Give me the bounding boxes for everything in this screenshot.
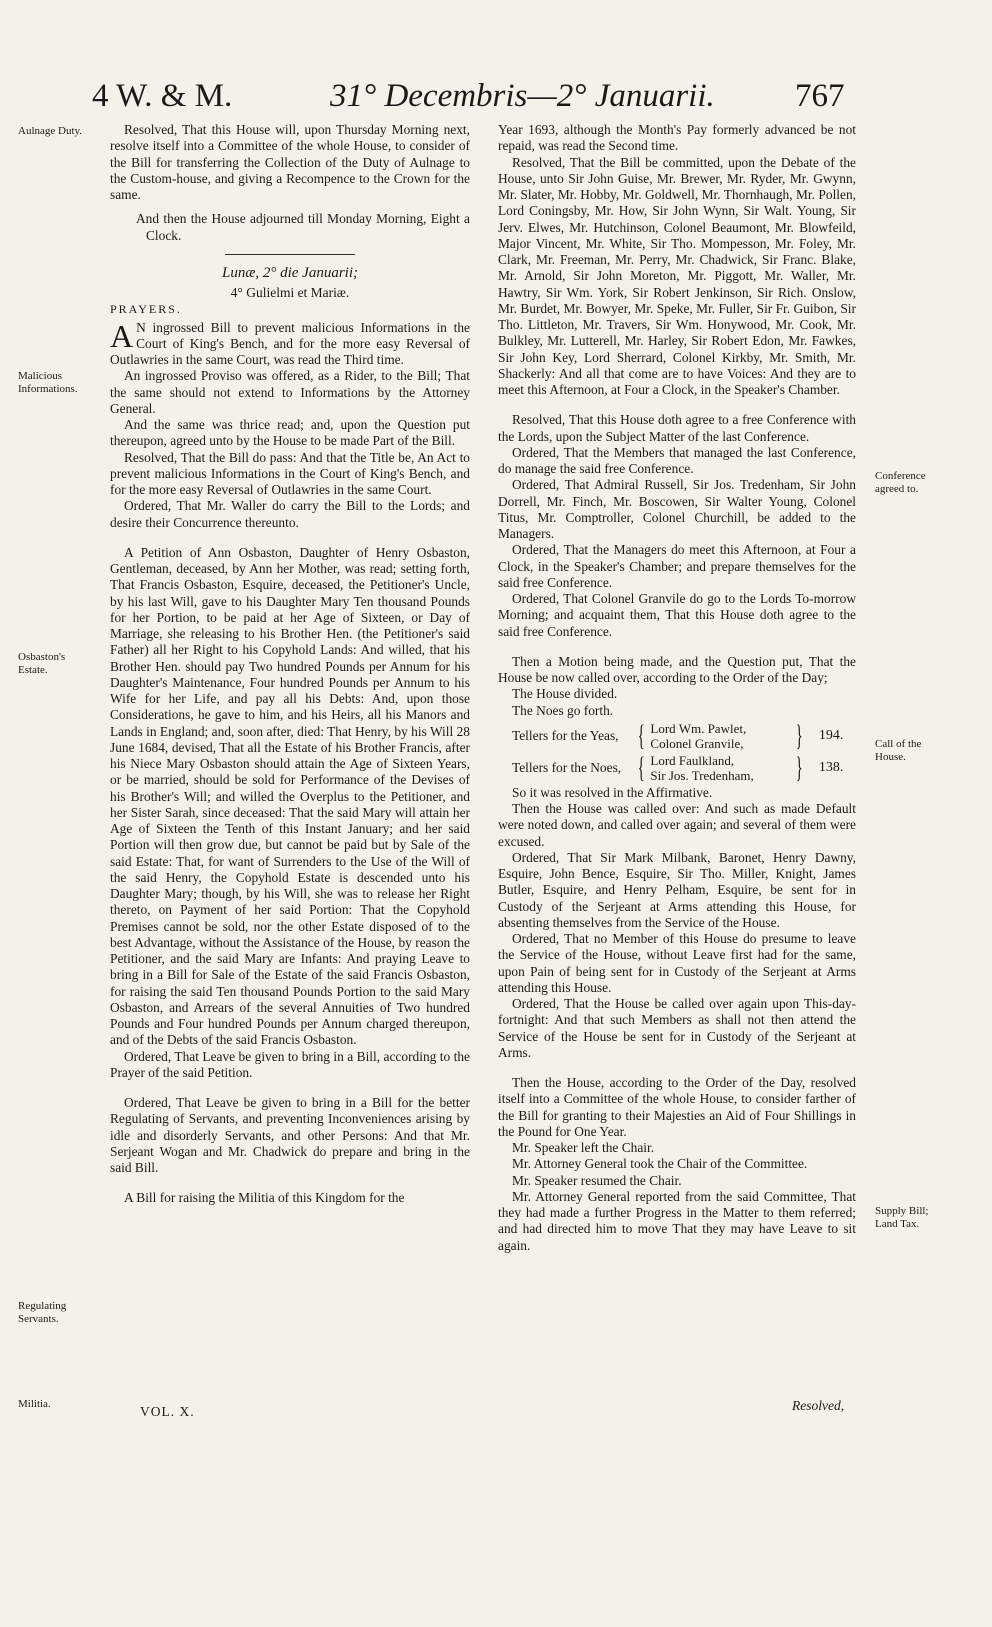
paragraph: An ingrossed Proviso was offered, as a Rider, to the Bill; That the same should not extend to Informations by the Attorney General.: [110, 368, 470, 416]
regnal-heading: 4° Gulielmi et Mariæ.: [230, 285, 350, 300]
teller-name: Sir Jos. Tredenham,: [650, 767, 754, 783]
paragraph: A N ingrossed Bill to prevent malicious Informations in the Court of King's Bench, and for the more easy Reversal of Outlawries in the same Court, was read the Third time.: [110, 317, 470, 367]
brace-icon: {: [637, 718, 645, 752]
tellers-yeas-label: Tellers for the Yeas,: [512, 727, 619, 743]
teller-name: Lord Faulkland,: [650, 752, 735, 768]
paragraph: A Petition of Ann Osbaston, Daughter of Henry Osbaston, Gentleman, deceased, by Ann her Mother, was read; setting forth, That Francis Osbaston, Esquire, deceased, the Petitioner's Uncle, by his last Will, gave to his Daughter Mary Ten thousand Pounds for her Portion, to be paid at her Age of Sixteen, or Day of Marriage, she releasing to his Brother Hen. (the Petitioner's said Father) all her Right to his Copyhold Lands: And willed, that his Brother Hen. should pay Two hundred Pounds per Annum for his Daughter's Maintenance, Four hundred Pounds per Annum to his Wife for her Life, and pay all his Debts: And, upon those Considerations, he gave to him, and his Heirs, all his Manors and Lands in England; and, soon after, died: That Henry, by his Will 28 June 1684, devised, That all the Estate of his Brother Francis, after his Niece Mary Osbaston should attain the Age of Sixteen Years, or be married, should be sold for Performance of the Devises of his Brother's Will; and willed the Overplus to the Petitioner, and her Sister Sarah, since deceased: That the said Mary will attain her Age of Sixteen the Tenth of this Instant January; and her said Portion will then grow due, but cannot be paid but by Sale of the said Estate: That, for want of Surrenders to the Use of the Will of the said Henry, the Copyhold Estate is descended unto his Daughter Mary; though, by his Will, she was to release her Right thereto, on Payment of her said Portion: That the Copyhold Premises cannot be sold, nor the other Estate disposed of to the best Advantage, without the Assistance of the House, by reason the Petitioner, and the said Mary are Infants: And praying Leave to bring in a Bill for Sale of the Estate of the said Francis Osbaston, for raising the said Ten thousand Pounds Portion to the said Mary Osbaston, and Arrears of the several Annuities of Two hundred Pounds and Four hundred Pounds per Annum charged thereupon, and of the Debts of the said Francis Osbaston.: [110, 544, 470, 1048]
paragraph: Ordered, That Leave be given to bring in a Bill for the better Regulating of Servants, and preventing Inconveniences arising by idle and disorderly Servants, and other Persons: And that Mr. Serjeant Wogan and Mr. Chadwick do prepare and bring in the said Bill.: [110, 1095, 470, 1175]
paragraph: Ordered, That Leave be given to bring in a Bill, according to the Prayer of the said Petition.: [110, 1048, 470, 1080]
paragraph: So it was resolved in the Affirmative.: [512, 784, 713, 800]
paragraph: Mr. Attorney General took the Chair of the Committee.: [512, 1156, 808, 1172]
paragraph: Ordered, That Mr. Waller do carry the Bill to the Lords; and desire their Concurrence thereunto.: [110, 498, 470, 530]
teller-name: Colonel Granvile,: [650, 735, 744, 751]
prayers-heading: PRAYERS.: [110, 302, 182, 317]
paragraph: A Bill for raising the Militia of this Kingdom for the: [124, 1190, 405, 1206]
paragraph: And the same was thrice read; and, upon the Question put thereupon, agreed unto by the House to be made Part of the Bill.: [110, 417, 470, 449]
paragraph: Year 1693, although the Month's Pay formerly advanced be not repaid, was read the Second time.: [498, 122, 856, 154]
paragraph: Ordered, That no Member of this House do presume to leave the Service of the House, without Leave first had for the same, upon Pain of being sent for in Custody of the Serjeant at Arms attending this House.: [498, 931, 856, 995]
paragraph: Ordered, That the Managers do meet this Afternoon, at Four a Clock, in the Speaker's Chamber; and prepare themselves for the said free Conference.: [498, 542, 856, 590]
teller-name: Lord Wm. Pawlet,: [650, 720, 747, 736]
paragraph: Ordered, That Sir Mark Milbank, Baronet, Henry Dawny, Esquire, John Bence, Esquire, Sir Tho. Miller, Knight, James Butler, Esquire, and Henry Pelham, Esquire, be sent for in Custody of the Serjeant at Arms attending this House, for absenting themselves from the Service of the House.: [498, 849, 856, 930]
paragraph: Then the House was called over: And such as made Default were noted down, and called over again; and several of them were excused.: [498, 801, 856, 849]
margin-note-callhouse: Call of the House.: [875, 738, 922, 763]
tellers-noes-label: Tellers for the Noes,: [512, 759, 622, 775]
section-divider: [225, 254, 355, 255]
paragraph: Then a Motion being made, and the Question put, That the House be now called over, according to the Order of the Day;: [498, 653, 856, 685]
paragraph: Ordered, That the House be called over again upon This-day-fortnight: And that such Members as shall not then attend the Service of the House be sent for in Custody of the Serjeant at Arms.: [498, 996, 856, 1060]
paragraph: Resolved, That the Bill be committed, upon the Debate of the House, unto Sir John Guise, Mr. Brewer, Mr. Ryder, Mr. Gwynn, Mr. Slater, Mr. Hobby, Mr. Goldwell, Mr. Thornhaugh, Mr. Pollen, Lord Coningsby, Mr. How, Sir John Wynn, Sir Walt. Young, Sir Jerv. Elwes, Mr. Hutchinson, Colonel Beaumont, Mr. Blowfeild, Major Vincent, Mr. White, Sir Tho. Mompesson, Mr. Foley, Mr. Clark, Mr. Freeman, Mr. Perry, Mr. Chadwick, Sir Franc. Blake, Mr. Arnold, Sir John Moreton, Mr. Piggott, Mr. Waller, Mr. Hawtry, Sir Wm. York, Sir Robert Jenkinson, Sir Rich. Onslow, Mr. Burdet, Mr. Bowyer, Mr. Speke, Mr. Fuller, Sir Fr. Guibon, Sir Tho. Littleton, Mr. Travers, Sir Wm. Honywood, Mr. Cook, Mr. Bulkley, Mr. Lutterell, Mr. Harley, Sir Robert Edon, Mr. Fawkes, Sir John Key, Lord Sherrard, Colonel Kirkby, Mr. Smith, Mr. Shackerly: And all that come are to have Voices: And they are to meet this Afternoon, at Four a Clock, in the Speaker's Chamber.: [498, 154, 856, 397]
paragraph: The Noes go forth.: [512, 702, 614, 718]
margin-note-osbaston: Osbaston's Estate.: [18, 651, 66, 676]
paragraph: Mr. Speaker resumed the Chair.: [512, 1172, 682, 1188]
left-column: [110, 122, 470, 1207]
day-heading: Lunæ, 2° die Januarii;: [222, 264, 358, 281]
paragraph: Mr. Speaker left the Chair.: [512, 1140, 655, 1155]
margin-note-militia: Militia.: [18, 1398, 51, 1410]
brace-icon: {: [637, 750, 645, 784]
paragraph: Resolved, That this House will, upon Thursday Morning next, resolve itself into a Committee of the whole House, to consider of the Bill for transferring the Collection of the Duty of Aulnage to the Custom-house, and giving a Recompence to the Crown for the same.: [110, 122, 470, 202]
drop-cap: A: [110, 317, 134, 354]
tellers-noes: [512, 750, 856, 784]
margin-note-supply: Supply Bill; Land Tax.: [875, 1205, 929, 1230]
volume-signature: VOL. X.: [140, 1404, 195, 1419]
paragraph: Mr. Attorney General reported from the said Committee, That they had made a further Progress in the Matter to them referred; and had directed him to move That they may have Leave to sit again.: [498, 1188, 856, 1253]
brace-icon: }: [796, 750, 804, 784]
tellers-noes-count: 138.: [818, 759, 844, 775]
paragraph: Ordered, That Colonel Granvile do go to the Lords To-morrow Morning; and acquaint them, That this House doth agree to the said free Conference.: [498, 591, 856, 639]
tellers-yeas-count: 194.: [818, 727, 844, 743]
catchword: Resolved,: [792, 1398, 845, 1413]
date-header: 31° Decembris—2° Januarii.: [330, 78, 715, 114]
margin-note-servants: Regulating Servants.: [18, 1300, 67, 1325]
regnal-year-header: 4 W. & M.: [92, 78, 233, 114]
paragraph: Ordered, That the Members that managed the last Conference, do manage the said free Conference.: [498, 444, 856, 476]
paragraph: Resolved, That this House doth agree to a free Conference with the Lords, upon the Subject Matter of the last Conference.: [498, 412, 856, 444]
right-column: [498, 122, 856, 1254]
paragraph: Resolved, That the Bill do pass: And that the Title be, An Act to prevent malicious Informations in the Court of King's Bench, and for the more easy Reversal of Outlawries in the same Court.: [110, 449, 470, 497]
margin-note-conference: Conference agreed to.: [875, 470, 926, 495]
adjournment: And then the House adjourned till Monday Morning, Eight a Clock.: [136, 211, 470, 243]
margin-note-malicious: Malicious Informations.: [18, 370, 78, 395]
tellers-yeas: [512, 718, 856, 752]
margin-note-aulnage: Aulnage Duty.: [18, 125, 83, 137]
page-number: 767: [795, 78, 845, 114]
paragraph: The House divided.: [512, 686, 618, 702]
paragraph: Ordered, That Admiral Russell, Sir Jos. Tredenham, Sir John Dorrell, Mr. Finch, Mr. Boscowen, Sir Walter Young, Colonel Titus, Mr. Comptroller, Colonel Churchill, be added to the Managers.: [498, 477, 856, 541]
paragraph: Then the House, according to the Order of the Day, resolved itself into a Committee of the whole House, to consider farther of the Bill for granting to their Majesties an Aid of Four Shillings in the Pound for One Year.: [498, 1075, 856, 1139]
brace-icon: }: [796, 718, 804, 752]
